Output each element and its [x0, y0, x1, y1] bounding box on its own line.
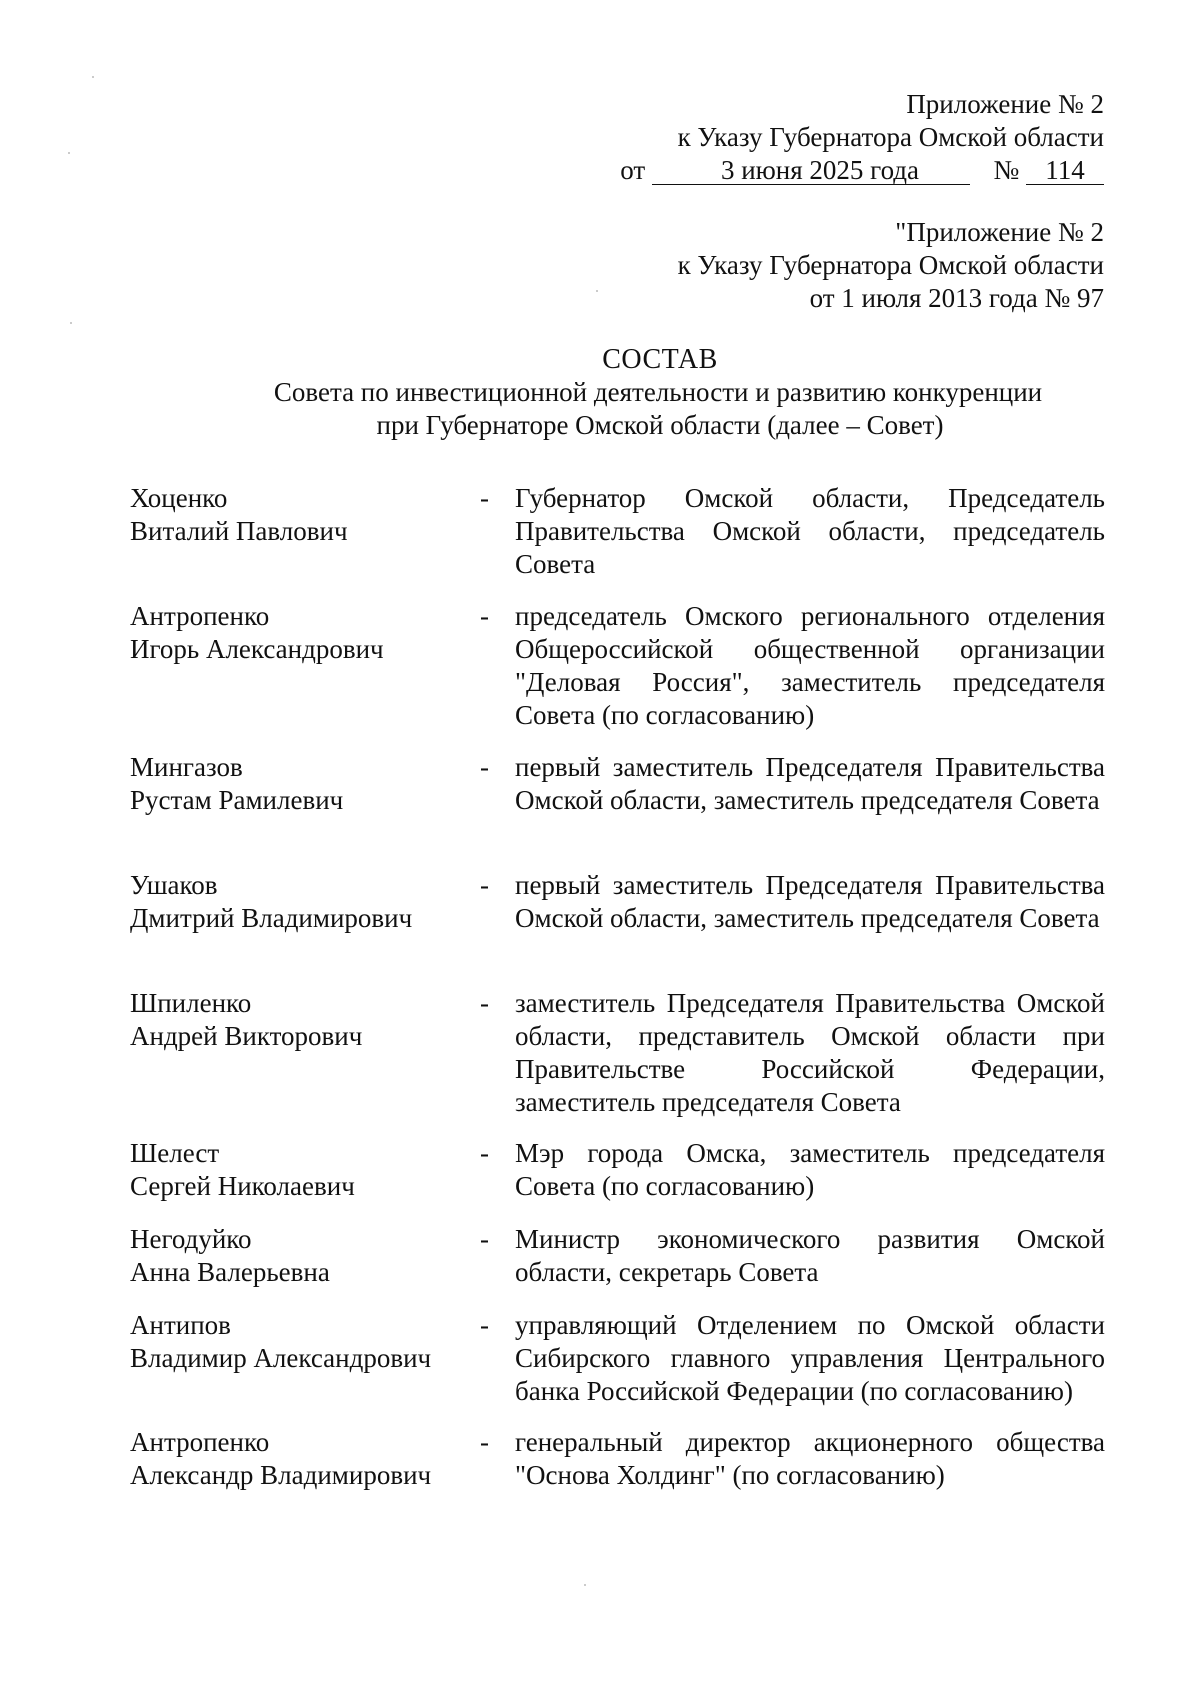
document-heading: СОСТАВ: [602, 344, 718, 375]
member-dash: -: [480, 483, 489, 513]
member-dash: -: [480, 1427, 489, 1457]
member-dash: -: [480, 601, 489, 631]
member-name: [130, 1426, 470, 1492]
scan-speck: [92, 76, 94, 78]
member-name: [130, 482, 470, 548]
member-surname: Антропенко: [130, 1427, 270, 1457]
member-name: [130, 1223, 470, 1289]
member-name: [130, 987, 470, 1053]
appendix-date-line: [620, 154, 1104, 187]
member-given-names: Сергей Николаевич: [130, 1171, 355, 1201]
member-surname: Шелест: [130, 1138, 220, 1168]
scan-speck: [68, 152, 70, 154]
scan-speck: [596, 290, 598, 292]
member-given-names: Владимир Александрович: [130, 1343, 432, 1373]
appendix-number-label: №: [993, 155, 1020, 185]
member-given-names: Дмитрий Владимирович: [130, 903, 413, 933]
scan-speck: [70, 322, 72, 324]
member-surname: Негодуйко: [130, 1224, 252, 1254]
member-dash: -: [480, 988, 489, 1018]
member-role: Министр экономического развития Омской области, секретарь Совета: [515, 1224, 1105, 1287]
document-subtitle-line2: при Губернаторе Омской области (далее – Совет): [376, 410, 944, 440]
member-surname: Антропенко: [130, 601, 270, 631]
member-name: [130, 751, 470, 817]
member-dash: -: [480, 1138, 489, 1168]
appendix-from-label: от: [620, 155, 646, 185]
appendix-number: 114: [1026, 156, 1104, 185]
member-role: заместитель Председателя Правительства Омской области, представитель Омской области при Правительстве Российской Федерации, заместитель председателя Совета: [515, 988, 1105, 1117]
member-surname: Хоценко: [130, 483, 228, 513]
member-given-names: Александр Владимирович: [130, 1460, 432, 1490]
document-subtitle-line1: Совета по инвестиционной деятельности и развитию конкуренции: [273, 377, 1043, 407]
original-appendix-header: [678, 216, 1104, 315]
member-given-names: Андрей Викторович: [130, 1021, 363, 1051]
member-surname: Шпиленко: [130, 988, 252, 1018]
member-name: [130, 1137, 470, 1203]
member-name: [130, 1309, 470, 1375]
member-given-names: Игорь Александрович: [130, 634, 384, 664]
member-role: Мэр города Омска, заместитель председателя Совета (по согласованию): [515, 1138, 1105, 1201]
original-appendix-line3: от 1 июля 2013 года № 97: [809, 283, 1104, 313]
member-role: Губернатор Омской области, Председатель Правительства Омской области, председатель Совета: [515, 483, 1105, 579]
member-dash: -: [480, 1310, 489, 1340]
document-title-block: [0, 343, 1200, 442]
member-role: генеральный директор акционерного общества "Основа Холдинг" (по согласованию): [515, 1427, 1105, 1490]
member-role: первый заместитель Председателя Правительства Омской области, заместитель председателя Совета: [515, 870, 1105, 933]
member-role: председатель Омского регионального отделения Общероссийской общественной организации "Деловая Россия", заместитель председателя Совета (по согласованию): [515, 601, 1105, 730]
member-given-names: Виталий Павлович: [130, 516, 348, 546]
member-name: [130, 600, 470, 666]
original-appendix-line1: "Приложение № 2: [895, 217, 1104, 247]
original-appendix-line2: к Указу Губернатора Омской области: [677, 250, 1104, 280]
member-given-names: Рустам Рамилевич: [130, 785, 344, 815]
member-surname: Мингазов: [130, 752, 243, 782]
member-dash: -: [480, 1224, 489, 1254]
member-role: управляющий Отделением по Омской области Сибирского главного управления Центрального банка Российской Федерации (по согласованию): [515, 1310, 1105, 1406]
member-surname: Ушаков: [130, 870, 218, 900]
scan-speck: [584, 1584, 586, 1586]
member-role: первый заместитель Председателя Правительства Омской области, заместитель председателя Совета: [515, 752, 1105, 815]
member-dash: -: [480, 870, 489, 900]
appendix-header: [620, 88, 1104, 187]
member-name: [130, 869, 470, 935]
member-surname: Антипов: [130, 1310, 231, 1340]
appendix-date: 3 июня 2025 года: [652, 156, 970, 185]
appendix-line2: к Указу Губернатора Омской области: [677, 122, 1104, 152]
member-given-names: Анна Валерьевна: [130, 1257, 330, 1287]
appendix-line1: Приложение № 2: [906, 89, 1104, 119]
member-dash: -: [480, 752, 489, 782]
